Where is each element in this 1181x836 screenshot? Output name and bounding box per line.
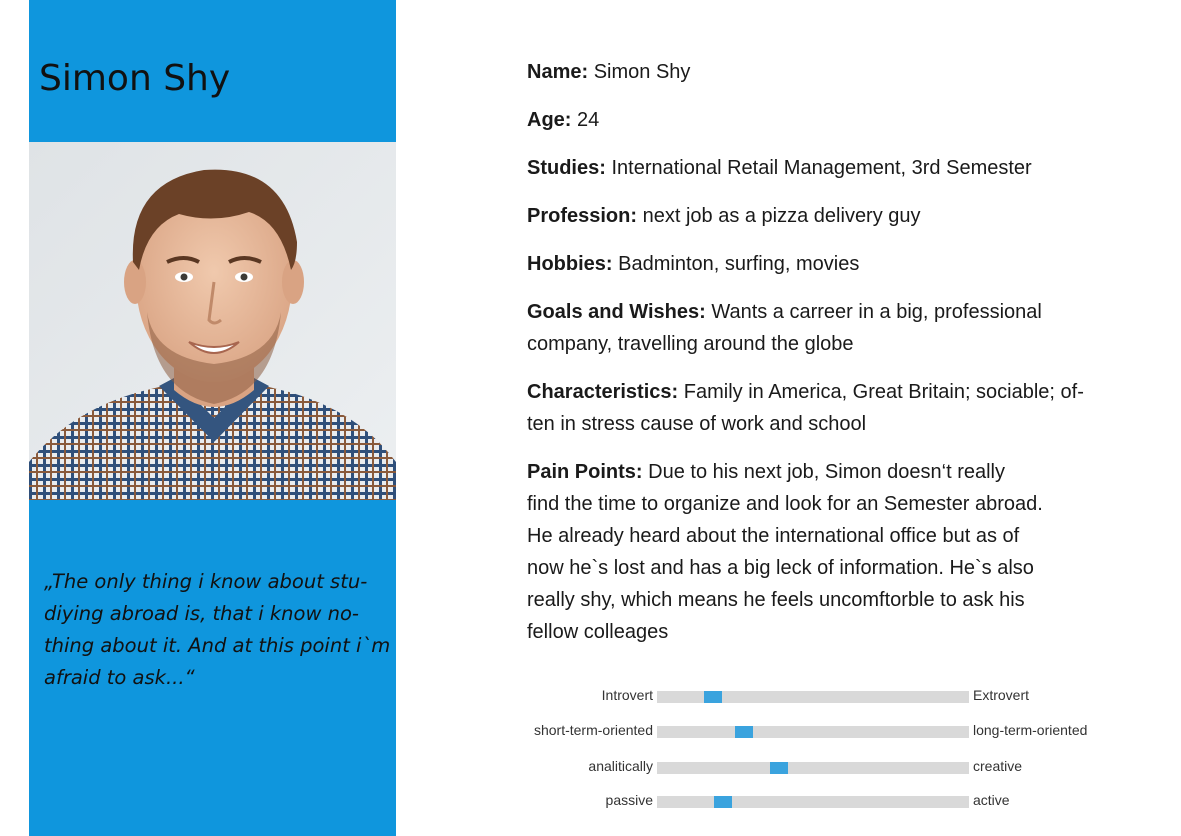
trait-track xyxy=(657,691,969,703)
trait-thumb[interactable] xyxy=(770,762,788,774)
detail-value: really shy, which means he feels uncomftorble to ask his xyxy=(527,589,1025,611)
detail-name xyxy=(527,56,1157,88)
detail-value: International Retail Management, 3rd Semester xyxy=(611,157,1032,179)
trait-track xyxy=(657,726,969,738)
detail-label: Profession: xyxy=(527,205,638,227)
trait-row-introvert-extrovert xyxy=(0,684,1181,708)
trait-track xyxy=(657,796,969,808)
trait-row-analitically-creative xyxy=(0,755,1181,779)
detail-value: find the time to organize and look for an Semester abroad. xyxy=(527,493,1043,515)
detail-characteristics xyxy=(527,376,1157,440)
trait-thumb[interactable] xyxy=(714,796,732,808)
detail-value: He already heard about the international office but as of xyxy=(527,525,1020,547)
trait-right-label: long-term-oriented xyxy=(973,722,1088,738)
detail-value: ten in stress cause of work and school xyxy=(527,413,867,435)
detail-label: Characteristics: xyxy=(527,381,679,403)
trait-left-label: short-term-oriented xyxy=(533,722,653,738)
persona-title: Simon Shy xyxy=(39,58,231,99)
detail-value: fellow colleages xyxy=(527,621,669,643)
detail-goals xyxy=(527,296,1157,360)
detail-value: 24 xyxy=(577,109,600,131)
detail-hobbies xyxy=(527,248,1157,280)
detail-studies xyxy=(527,152,1157,184)
detail-value: now he`s lost and has a big leck of information. He`s also xyxy=(527,557,1034,579)
quote-line: thing about it. And at this point i`m xyxy=(44,634,391,657)
trait-right-label: active xyxy=(973,792,1010,808)
persona-quote xyxy=(44,566,389,694)
detail-value: Simon Shy xyxy=(593,61,691,83)
detail-label: Studies: xyxy=(527,157,606,179)
detail-label: Age: xyxy=(527,109,572,131)
detail-value: Wants a carreer in a big, professional xyxy=(711,301,1042,323)
trait-track xyxy=(657,762,969,774)
detail-value: Badminton, surfing, movies xyxy=(618,253,860,275)
trait-right-label: Extrovert xyxy=(973,687,1030,703)
quote-line: diying abroad is, that i know no- xyxy=(44,602,359,625)
trait-row-passive-active xyxy=(0,789,1181,813)
detail-value: next job as a pizza delivery guy xyxy=(642,205,921,227)
trait-sliders xyxy=(0,684,1181,824)
trait-left-label: passive xyxy=(605,792,653,808)
trait-thumb[interactable] xyxy=(735,726,753,738)
trait-left-label: analitically xyxy=(588,758,653,774)
trait-right-label: creative xyxy=(973,758,1023,774)
detail-value: Due to his next job, Simon doesn‘t really xyxy=(648,461,1005,483)
detail-label: Hobbies: xyxy=(527,253,613,275)
detail-label: Pain Points: xyxy=(527,461,643,483)
quote-line: „The only thing i know about stu- xyxy=(44,570,368,593)
trait-thumb[interactable] xyxy=(704,691,722,703)
trait-row-short-long xyxy=(0,719,1181,743)
detail-label: Goals and Wishes: xyxy=(527,301,706,323)
detail-profession xyxy=(527,200,1157,232)
detail-label: Name: xyxy=(527,61,589,83)
detail-pain-points xyxy=(527,456,1157,648)
detail-value: company, travelling around the globe xyxy=(527,333,854,355)
persona-photo xyxy=(29,142,396,500)
detail-value: Family in America, Great Britain; sociable; of- xyxy=(683,381,1084,403)
persona-details xyxy=(527,56,1157,664)
quote-line: afraid to ask...“ xyxy=(44,666,195,689)
trait-left-label: Introvert xyxy=(601,687,653,703)
detail-age xyxy=(527,104,1157,136)
